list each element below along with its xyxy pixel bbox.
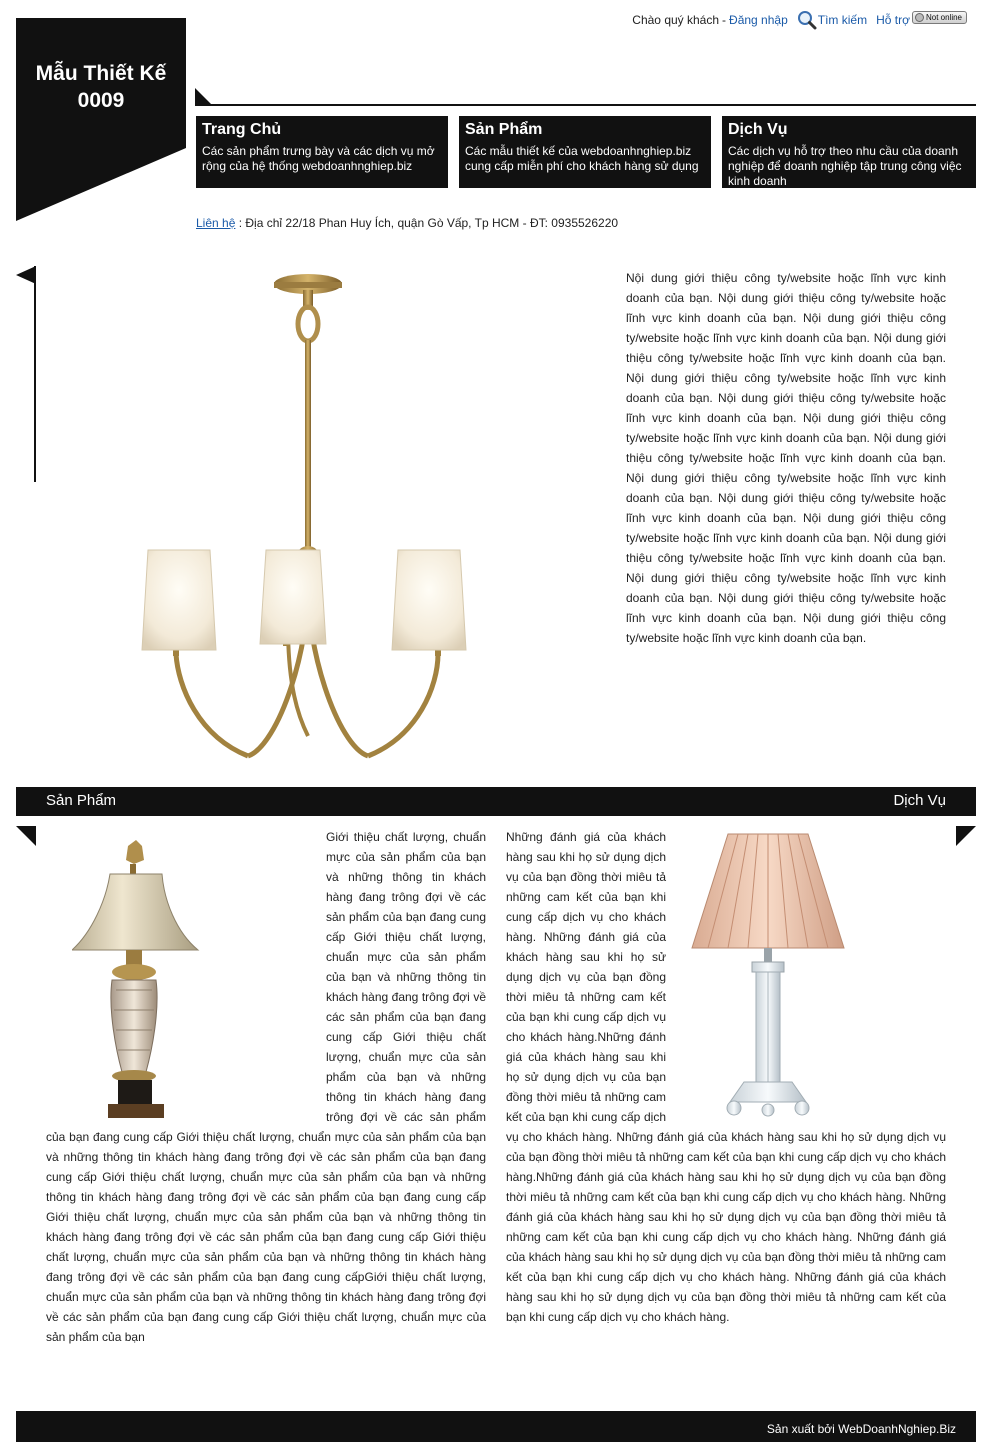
logo[interactable] [16, 18, 186, 221]
login-link[interactable]: Đăng nhập [729, 13, 788, 27]
logo-background [16, 18, 186, 221]
contact-line [196, 216, 618, 230]
nav-item-home-desc: Các sản phẩm trưng bày và các dịch vụ mở rộng của hệ thống webdoanhnghiep.biz [202, 144, 435, 173]
section-products-title[interactable]: Sản Phẩm [46, 792, 117, 809]
footer-credit[interactable]: Sản xuất bởi WebDoanhNghiep.Biz [766, 1422, 956, 1436]
greeting-separator: - [722, 13, 727, 27]
nav-item-home[interactable] [196, 116, 448, 188]
header-rule [210, 104, 976, 106]
hero-side-marker [16, 266, 38, 484]
nav-item-products-title: Sản Phẩm [465, 121, 543, 138]
services-image-spacer [666, 827, 946, 1125]
online-status-badge[interactable] [912, 11, 967, 24]
footer [16, 1411, 976, 1442]
section-services-title[interactable]: Dịch Vụ [893, 792, 946, 809]
nav-item-services[interactable] [722, 116, 976, 188]
contact-link[interactable]: Liên hệ [196, 216, 236, 230]
products-image-spacer [46, 827, 326, 1125]
services-column [506, 827, 946, 1327]
search-link[interactable]: Tìm kiếm [817, 13, 868, 27]
products-corner-marker [16, 826, 36, 846]
greeting-text: Chào quý khách [632, 13, 720, 27]
search-button[interactable] [797, 10, 867, 30]
intro-text: Nội dung giới thiệu công ty/website hoặc lĩnh vực kinh doanh của bạn. Nội dung giới thiệu công ty/website hoặc lĩnh vực kinh doanh của bạn. Nội dung giới thiệu công ty/website hoặc lĩnh vực kinh doanh của bạn. Nội dung giới thiệu công ty/website hoặc lĩnh vực kinh doanh của bạn. Nội dung giới thiệu công ty/website hoặc lĩnh vực kinh doanh của bạn. Nội dung giới thiệu công ty/website hoặc lĩnh vực kinh doanh của bạn. Nội dung giới thiệu công ty/website hoặc lĩnh vực kinh doanh của bạn. Nội dung giới thiệu công ty/website hoặc lĩnh vực kinh doanh của bạn. Nội dung giới thiệu công ty/website hoặc lĩnh vực kinh doanh của bạn. Nội dung giới thiệu công ty/website hoặc lĩnh vực kinh doanh của bạn. Nội dung giới thiệu công ty/website hoặc lĩnh vực kinh doanh của bạn. Nội dung giới thiệu công ty/website hoặc lĩnh vực kinh doanh của bạn. Nội dung giới thiệu công ty/website hoặc lĩnh vực kinh doanh của bạn. Nội dung giới thiệu công ty/website hoặc lĩnh vực kinh doanh của bạn. Nội dung giới thiệu công ty/website hoặc lĩnh vực kinh doanh của bạn. [626, 271, 946, 645]
magnifier-icon [797, 10, 817, 30]
status-badge-text: Not online [925, 12, 962, 22]
contact-address: : Địa chỉ 22/18 Phan Huy Ích, quận Gò Vấp, Tp HCM - ĐT: 0935526220 [235, 216, 619, 230]
nav-item-products[interactable] [459, 116, 711, 188]
logo-title [16, 60, 186, 114]
nav-item-home-title: Trang Chủ [202, 121, 282, 138]
logo-line-1: Mẫu Thiết Kế [35, 62, 167, 85]
products-column [46, 827, 486, 1347]
nav-item-services-desc: Các dịch vụ hỗ trợ theo nhu cầu của doanh nghiệp để doanh nghiệp tập trung công việc kinh doanh [728, 144, 962, 188]
top-utility-bar [632, 10, 967, 30]
products-text: Giới thiệu chất lượng, chuẩn mực của sản phẩm của bạn và những thông tin khách hàng đang trông đợi về các sản phẩm của bạn đang cung cấp Giới thiệu chất lượng, chuẩn mực của sản phẩm của bạn và những thông tin khách hàng đang trông đợi về các sản phẩm của bạn đang cung cấp Giới thiệu chất lượng, chuẩn mực của sản phẩm của bạn và những thông tin khách hàng đang trông đợi về các sản phẩm của bạn đang cung cấp Giới thiệu chất lượng, chuẩn mực của sản phẩm của bạn và những thông tin khách hàng đang trông đợi về các sản phẩm của bạn đang cung cấp Giới thiệu chất lượng, chuẩn mực của sản phẩm của bạn và những thông tin khách hàng đang trông đợi về các sản phẩm của bạn đang cung cấp Giới thiệu chất lượng, chuẩn mực của sản phẩm của bạn và những thông tin khách hàng đang trông đợi về các sản phẩm của bạn đang cung cấp Giới thiệu chất lượng, chuẩn mực của sản phẩm của bạn và những thông tin khách hàng đang trông đợi về các sản phẩm của bạn đang cung cấpGiới thiệu chất lượng, chuẩn mực của sản phẩm của bạn và những thông tin khách hàng đang trông đợi về các sản phẩm của bạn đang cung cấp Giới thiệu chất lượng, chuẩn mực của sản phẩm của bạn [46, 830, 486, 1344]
services-text: Những đánh giá của khách hàng sau khi họ sử dụng dịch vụ của bạn đồng thời miêu tả những cam kết của bạn khi cung cấp dịch vụ cho khách hàng. Những đánh giá của khách hàng sau khi họ sử dụng dịch vụ của bạn đồng thời miêu tả những cam kết của bạn khi cung cấp dịch vụ cho khách hàng.Những đánh giá của khách hàng sau khi họ sử dụng dịch vụ của bạn đồng thời miêu tả những cam kết của bạn khi cung cấp dịch vụ cho khách hàng. Những đánh giá của khách hàng sau khi họ sử dụng dịch vụ của bạn đồng thời miêu tả những cam kết của bạn khi cung cấp dịch vụ cho khách hàng.Những đánh giá của khách hàng sau khi họ sử dụng dịch vụ của bạn đồng thời miêu tả những cam kết của bạn khi cung cấp dịch vụ cho khách hàng. Những đánh giá của khách hàng sau khi họ sử dụng dịch vụ của bạn đồng thời miêu tả những cam kết của bạn khi cung cấp dịch vụ cho khách hàng. Những đánh giá của khách hàng sau khi họ sử dụng dịch vụ của bạn đồng thời miêu tả những cam kết của bạn khi cung cấp dịch vụ cho khách hàng. Những đánh giá của khách hàng sau khi họ sử dụng dịch vụ của bạn đồng thời miêu tả những cam kết của bạn khi cung cấp dịch vụ cho khách hàng. [506, 830, 946, 1324]
nav-item-services-title: Dịch Vụ [728, 121, 788, 138]
nav-item-products-desc: Các mẫu thiết kế của webdoanhnghiep.biz cung cấp miễn phí cho khách hàng sử dụng [465, 144, 699, 173]
support-area[interactable] [876, 13, 967, 27]
services-corner-marker [956, 826, 976, 846]
chandelier-image [138, 266, 468, 766]
logo-line-2: 0009 [77, 89, 125, 112]
support-link[interactable]: Hỗ trợ [876, 13, 910, 27]
section-bar [16, 787, 976, 816]
status-dot-icon [915, 13, 924, 22]
